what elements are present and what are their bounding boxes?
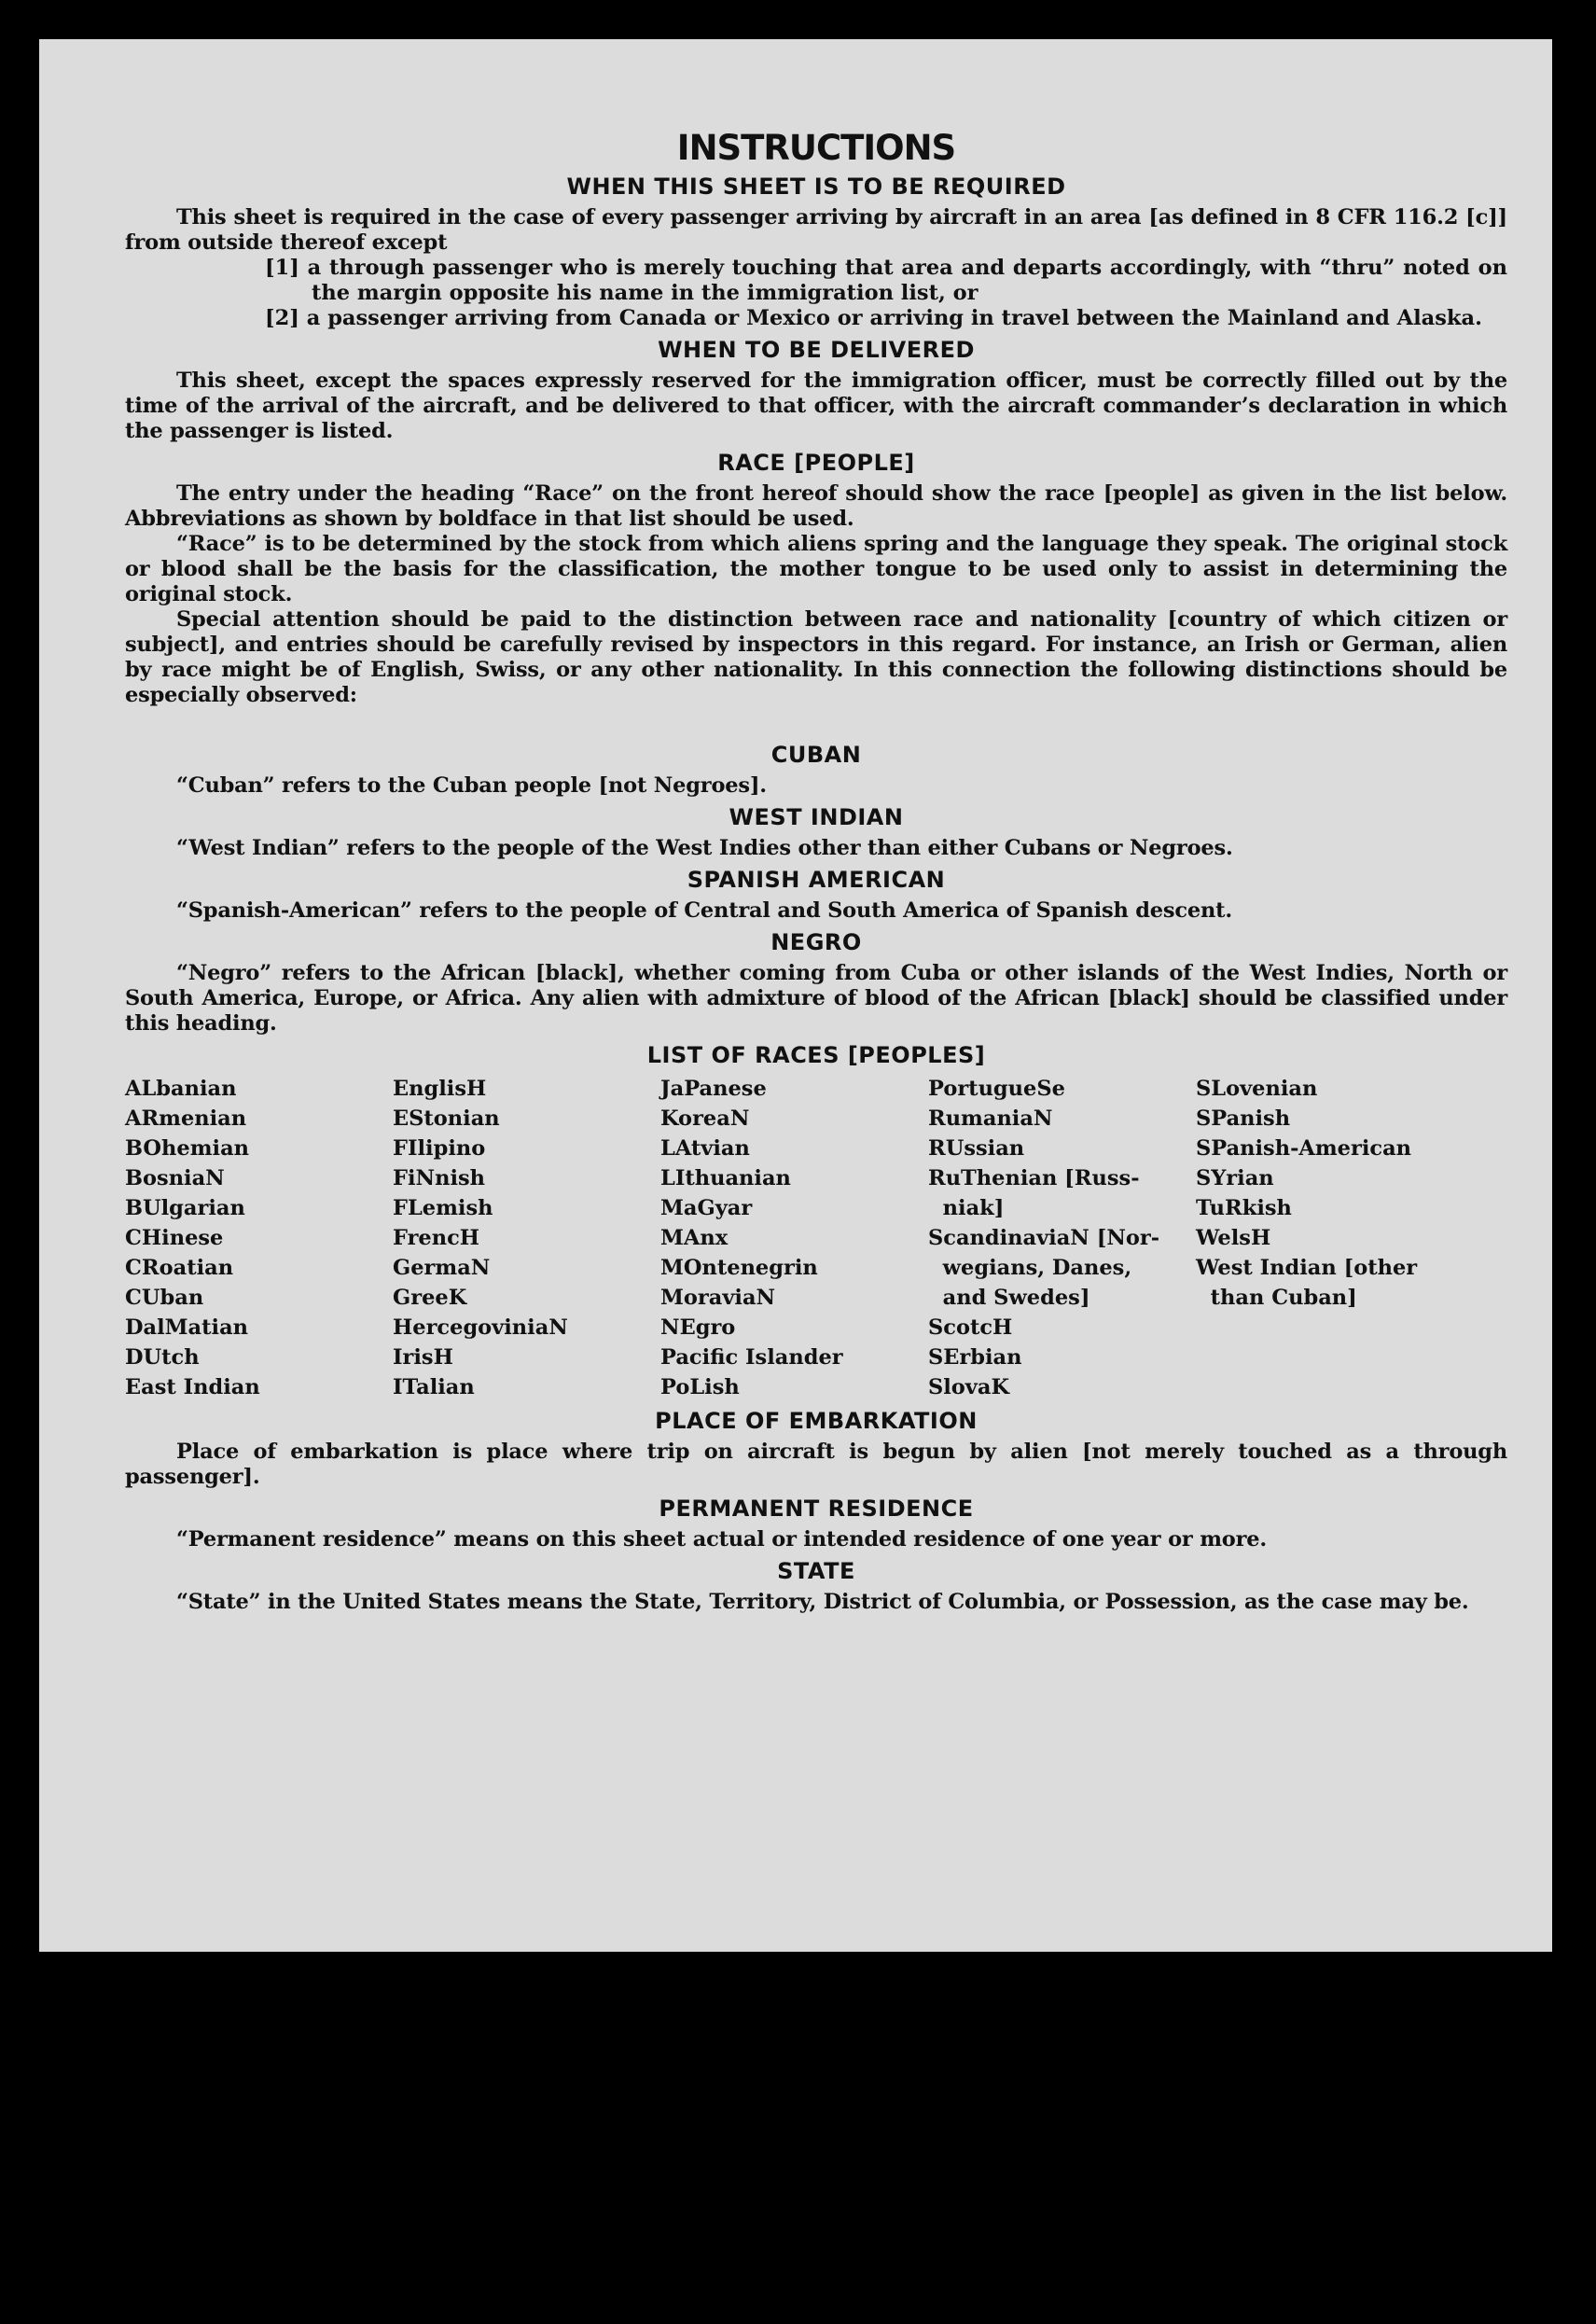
- list-item: and Swedes]: [928, 1286, 1090, 1310]
- list-item: ALbanian: [125, 1077, 237, 1101]
- list-item: SPanish-American: [1196, 1136, 1412, 1161]
- list-item: GreeK: [393, 1286, 467, 1310]
- list-item: FiNnish: [393, 1166, 486, 1190]
- list-item: West Indian [other: [1196, 1256, 1418, 1280]
- list-item: LIthuanian: [660, 1166, 791, 1190]
- race-list: [125, 1074, 1507, 1402]
- list-item: EStonian: [393, 1106, 500, 1131]
- list-item: BOhemian: [125, 1136, 250, 1161]
- residence-text: “Permanent residence” means on this sheet actual or intended residence of one year or more.: [176, 1527, 1268, 1552]
- cuban-text: “Cuban” refers to the Cuban people [not Negroes].: [176, 773, 767, 798]
- required-intro: This sheet is required in the case of every passenger arriving by aircraft in an area [as defined in 8 CFR 116.2 [c]] from outside thereof except: [125, 205, 1507, 255]
- embarkation-text: Place of embarkation is place where trip on aircraft is begun by alien [not merely touched as a through passenger].: [125, 1440, 1507, 1489]
- list-item: PoLish: [660, 1375, 740, 1399]
- list-item: MaGyar: [660, 1196, 753, 1220]
- list-item: SYrian: [1196, 1166, 1274, 1190]
- list-item: ScotcH: [928, 1315, 1013, 1340]
- list-item: HercegoviniaN: [393, 1315, 568, 1340]
- heading-race: RACE [PEOPLE]: [717, 450, 915, 476]
- race-paragraph-3: Special attention should be paid to the distinction between race and nationality [country of which citizen or subject], and entries should be carefully revised by inspectors in this regard. For instance, an Irish or German, alien by race might be of English, Swiss, or any other nationality. In this connection the following distinctions should be especially observed:: [125, 607, 1507, 707]
- list-item: FrencH: [393, 1226, 480, 1250]
- heading-delivered: WHEN TO BE DELIVERED: [658, 337, 975, 363]
- list-item: wegians, Danes,: [928, 1256, 1132, 1280]
- race-paragraph-2: “Race” is to be determined by the stock from which aliens spring and the language they speak. The original stock or blood shall be the basis for the classification, the mother tongue to be used only to assist in determining the original stock.: [125, 532, 1507, 606]
- heading-required: WHEN THIS SHEET IS TO BE REQUIRED: [566, 174, 1066, 200]
- required-item-1: [1] a through passenger who is merely touching that area and departs accordingly, with “thru” noted on the margin opposite his name in the immigration list, or: [265, 256, 1507, 305]
- list-item: EnglisH: [393, 1077, 487, 1101]
- list-item: SPanish: [1196, 1106, 1291, 1131]
- list-item: SlovaK: [928, 1375, 1010, 1399]
- list-item: MoraviaN: [660, 1286, 776, 1310]
- list-item: WelsH: [1196, 1226, 1271, 1250]
- list-item: CRoatian: [125, 1256, 234, 1280]
- list-item: KoreaN: [660, 1106, 750, 1131]
- heading-embarkation: PLACE OF EMBARKATION: [655, 1408, 978, 1434]
- list-item: ITalian: [393, 1375, 475, 1399]
- instruction-sheet: [39, 39, 1552, 1952]
- race-paragraph-1: The entry under the heading “Race” on the front hereof should show the race [people] as given in the list below. Abbreviations as shown by boldface in that list should be used.: [125, 481, 1507, 531]
- list-item: BosniaN: [125, 1166, 225, 1190]
- list-item: DUtch: [125, 1345, 200, 1370]
- heading-list-of-races: LIST OF RACES [PEOPLES]: [646, 1042, 986, 1068]
- delivered-text: This sheet, except the spaces expressly reserved for the immigration officer, must be correctly filled out by the time of the arrival of the aircraft, and be delivered to that officer, with the aircraft commander’s declaration in which the passenger is listed.: [125, 369, 1507, 443]
- list-item: CHinese: [125, 1226, 224, 1250]
- list-item: than Cuban]: [1196, 1286, 1357, 1310]
- heading-west-indian: WEST INDIAN: [729, 804, 904, 830]
- list-item: RumaniaN: [928, 1106, 1053, 1131]
- list-item: NEgro: [660, 1315, 736, 1340]
- list-item: PortugueSe: [928, 1077, 1065, 1101]
- heading-negro: NEGRO: [770, 929, 862, 955]
- race-column-1: [125, 1074, 393, 1402]
- race-column-3: [660, 1074, 928, 1402]
- race-column-5: [1196, 1074, 1464, 1402]
- heading-cuban: CUBAN: [770, 742, 862, 768]
- list-item: ScandinaviaN [Nor-: [928, 1226, 1160, 1250]
- west-indian-text: “West Indian” refers to the people of the West Indies other than either Cubans or Negroes.: [176, 836, 1233, 860]
- race-column-2: [393, 1074, 660, 1402]
- list-item: East Indian: [125, 1375, 260, 1399]
- list-item: LAtvian: [660, 1136, 750, 1161]
- list-item: SLovenian: [1196, 1077, 1318, 1101]
- list-item: FIlipino: [393, 1136, 486, 1161]
- list-item: JaPanese: [660, 1077, 767, 1101]
- list-item: RUssian: [928, 1136, 1025, 1161]
- list-item: TuRkish: [1196, 1196, 1292, 1220]
- list-item: IrisH: [393, 1345, 453, 1370]
- list-item: CUban: [125, 1286, 204, 1310]
- list-item: niak]: [928, 1196, 1005, 1220]
- list-item: RuThenian [Russ-: [928, 1166, 1140, 1190]
- list-item: BUlgarian: [125, 1196, 245, 1220]
- race-column-4: [928, 1074, 1196, 1402]
- list-item: DalMatian: [125, 1315, 249, 1340]
- spanish-american-text: “Spanish-American” refers to the people of Central and South America of Spanish descent.: [176, 898, 1232, 923]
- list-item: FLemish: [393, 1196, 493, 1220]
- required-item-2: [2] a passenger arriving from Canada or Mexico or arriving in travel between the Mainland and Alaska.: [265, 306, 1482, 330]
- list-item: ARmenian: [125, 1106, 247, 1131]
- list-item: SErbian: [928, 1345, 1022, 1370]
- list-item: MOntenegrin: [660, 1256, 818, 1280]
- state-text: “State” in the United States means the State, Territory, District of Columbia, or Possession, as the case may be.: [176, 1590, 1469, 1614]
- heading-residence: PERMANENT RESIDENCE: [659, 1496, 974, 1522]
- heading-state: STATE: [777, 1558, 855, 1584]
- list-item: MAnx: [660, 1226, 729, 1250]
- list-item: Pacific Islander: [660, 1345, 843, 1370]
- page-title: INSTRUCTIONS: [676, 128, 956, 168]
- list-item: GermaN: [393, 1256, 491, 1280]
- negro-text: “Negro” refers to the African [black], whether coming from Cuba or other islands of the West Indies, North or South America, Europe, or Africa. Any alien with admixture of blood of the African [black] should be classified under this heading.: [125, 961, 1507, 1036]
- heading-spanish-american: SPANISH AMERICAN: [687, 867, 946, 893]
